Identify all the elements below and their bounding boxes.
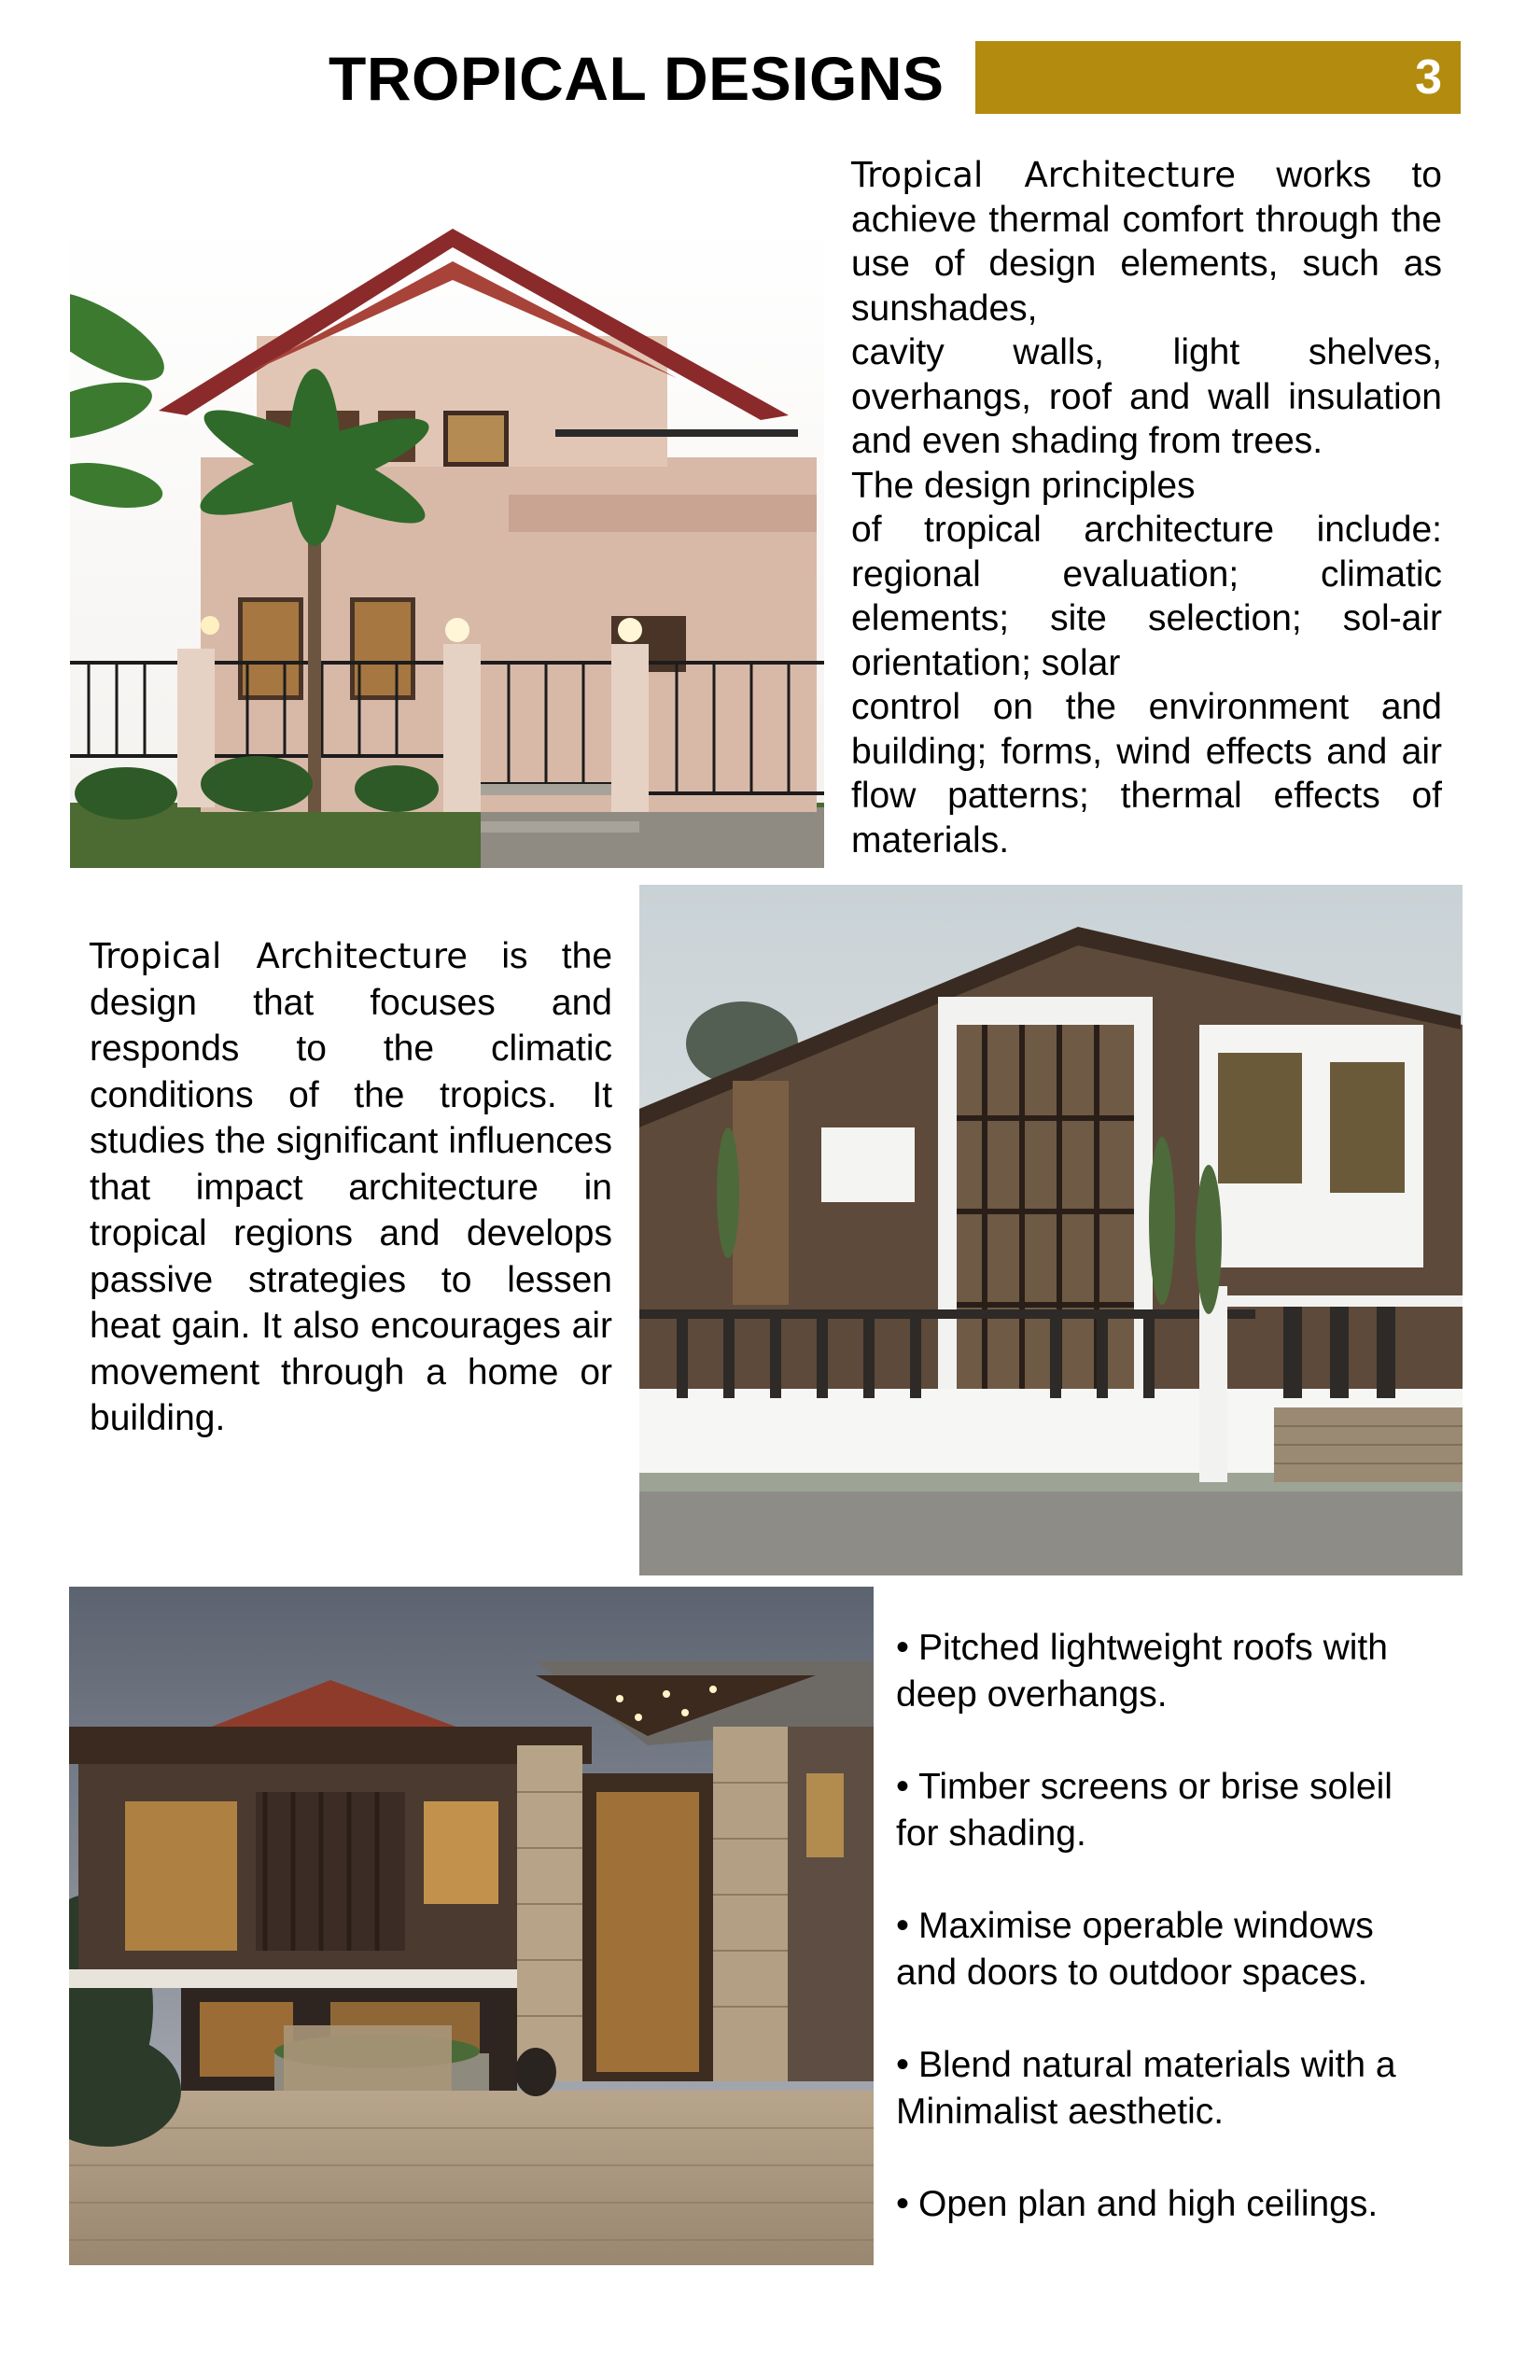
definition-text: is the design that focuses and responds to the climatic conditions of the tropics. It studies the significant influences that impact architecture in tropical regions and develops passive strategies to lessen heat gain. It also encourages air movement through a home or building. bbox=[90, 936, 613, 1438]
list-item: • Open plan and high ceilings. bbox=[896, 2183, 1379, 2224]
feature-list bbox=[896, 1624, 1442, 2273]
intro-line-3: The design principles bbox=[851, 465, 1196, 506]
intro-term: Tropical Architecture bbox=[851, 155, 1237, 195]
page-title: TROPICAL DESIGNS bbox=[329, 44, 945, 113]
bullet-icon: • bbox=[896, 2044, 910, 2085]
intro-line-1: works to achieve thermal comfort through the use of design elements, such as sunshades, bbox=[851, 155, 1442, 329]
intro-paragraph bbox=[851, 153, 1442, 862]
list-item: • Blend natural materials with a Minimalist aesthetic. bbox=[896, 2044, 1396, 2132]
page-number: 3 bbox=[1415, 50, 1442, 105]
definition-paragraph bbox=[90, 933, 612, 1442]
bullet-icon: • bbox=[896, 1905, 910, 1946]
house-photo-modern bbox=[639, 885, 1463, 1575]
bullet-icon: • bbox=[896, 1766, 910, 1807]
list-item: • Maximise operable windows and doors to outdoor spaces. bbox=[896, 1905, 1374, 1993]
intro-line-2: cavity walls, light shelves, overhangs, roof and wall insulation and even shading from trees. bbox=[851, 332, 1442, 461]
list-item: • Timber screens or brise soleil for shading. bbox=[896, 1766, 1393, 1854]
bullet-icon: • bbox=[896, 1627, 910, 1668]
house-photo-pink bbox=[70, 224, 824, 868]
intro-line-5: control on the environment and building; forms, wind effects and air flow patterns; thermal effects of materials. bbox=[851, 687, 1442, 861]
page-number-band bbox=[975, 41, 1461, 114]
house-photo-stone bbox=[69, 1587, 874, 2265]
bullet-icon: • bbox=[896, 2183, 910, 2224]
intro-line-4: of tropical architecture include: regional evaluation; climatic elements; site selection; sol-air orientation; solar bbox=[851, 510, 1442, 683]
definition-term: Tropical Architecture bbox=[90, 936, 469, 976]
list-item: • Pitched lightweight roofs with deep overhangs. bbox=[896, 1627, 1388, 1715]
